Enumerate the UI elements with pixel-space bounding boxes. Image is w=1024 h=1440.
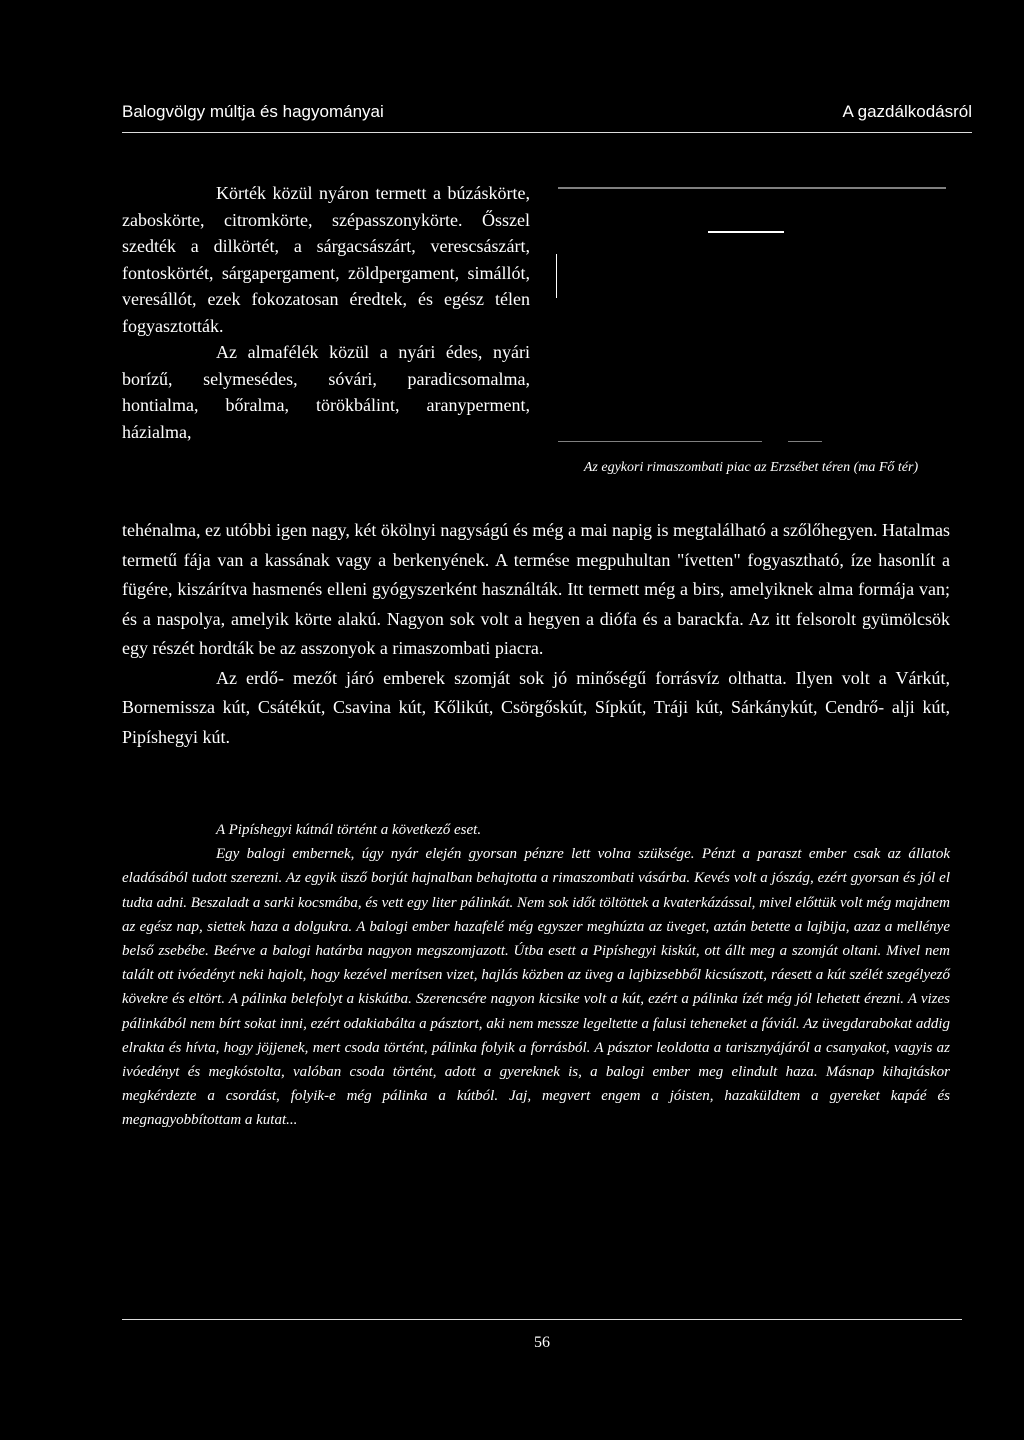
paragraph-fruits: tehénalma, ez utóbbi igen nagy, két ökölnyi nagyságú és még a mai napig is megtalálható a szőlőhegyen. Hatalmas termetű fája van a kassának vagy a berkenyének. A termése megpuhultan "ívetten" fogyasztható, íze hasonlít a fügére, kiszárítva hasmenés elleni gyógyszerként használták. Itt termett még a birs, amelyiknek alma formája van; és a naspolya, amelyik körte alakú. Nagyon sok volt a hegyen a diófa és a barackfa. Az itt felsorolt gyümölcsök egy részét hordták be az asszonyok a rimaszombati piacra. bbox=[122, 520, 950, 658]
paragraph-springs: Az erdő- mezőt járó emberek szomját sok jó minőségű forrásvíz olthatta. Ilyen volt a Várkút, Bornemissza kút, Csátékút, Csavina kút, Kőlikút, Csörgőskút, Sípkút, Tráji kút, Sárkánykút, Cendrő- alji kút, Pipíshegyi kút. bbox=[122, 667, 950, 747]
header-book-title: Balogvölgy múltja és hagyományai bbox=[122, 102, 384, 121]
full-width-text bbox=[122, 516, 950, 752]
photo-caption: Az egykori rimaszombati piac az Erzsébet téren (ma Fő tér) bbox=[583, 460, 919, 475]
story-title: A Pipíshegyi kútnál történt a következő eset. bbox=[216, 822, 482, 838]
story-body: Egy balogi embernek, úgy nyár elején gyorsan pénzre lett volna szüksége. Pénzt a paraszt ember csak az állatok eladásából tudott szerezni. Az egyik üsző borjút hajnalban behajtotta a rimaszombati vásárba. Kevés volt a jószág, ezért gyorsan és jól el tudta adni. Beszaladt a sarki kocsmába, és vett egy liter pálinkát. Nem sok időt töltöttek a kvaterkázással, mivel előttük volt még majdnem az egész nap, siettek haza a dolgukra. A balogi ember hazafelé még egyszer meghúzta az üveget, aztán betette a lajbija, azaz a mellénye belső zsebébe. Beérve a balogi határba nagyon megszomjazott. Útba esett a Pipíshegyi kiskút, ott állt meg a szomját oltani. Mivel nem talált ott ivóedényt neki hajolt, hogy kezével merítsen vizet, hajlás közben az üveg a lajbizsebből kicsúszott, ráesett a kút szélét szegélyező kövekre és eltört. A pálinka belefolyt a kiskútba. Szerencsére nagyon kicsike volt a kút, ezért a pálinka ízét még jól lehetett érezni. A vizes pálinkából nem bírt sokat inni, ezért odakiabálta a pásztort, aki nem messze legeltette a falusi teheneket a fáviál. Az üvegdarabokat addig elrakta és hívta, hogy jöjjenek, mert csoda történt, pálinka folyik a forrásból. A pásztor leoldotta a tarisznyájáról a csanyakot, vagyis az ivóedényt és megkóstolta, valóban csoda történt, adott a gyereknek is, a balogi ember meg elindult haza. Másnap kihajtáskor megkérdezte a csordást, folyik-e még pálinka a kútból. Jaj, megvert engem a jóisten, hazaküldtem a gyereket kapáé és megnagyobbítottam a kutat... bbox=[122, 846, 950, 1129]
story-block bbox=[122, 818, 950, 1133]
header-chapter-title: A gazdálkodásról bbox=[842, 102, 972, 121]
paragraph-pears: Körték közül nyáron termett a búzáskörte, zaboskörte, citromkörte, szépasszonykörte. Ősszel szedték a dilkörtét, a sárgacsászárt, verescsászárt, fontoskörtét, sárgapergament, zöldpergament, simállót, veresállót, ezek fokozatosan éredtek, és egész télen fogyasztották. bbox=[122, 183, 530, 336]
running-header bbox=[122, 100, 972, 133]
market-photo bbox=[556, 186, 946, 442]
photo-rules bbox=[556, 186, 946, 442]
paragraph-apples: Az almafélék közül a nyári édes, nyári borízű, selymesédes, sóvári, paradicsomalma, hontialma, bőralma, törökbálint, aranyperment, házialma, bbox=[122, 342, 530, 442]
left-text-column bbox=[122, 180, 530, 445]
page-number: 56 bbox=[534, 1334, 550, 1351]
footer-rule bbox=[122, 1319, 962, 1320]
